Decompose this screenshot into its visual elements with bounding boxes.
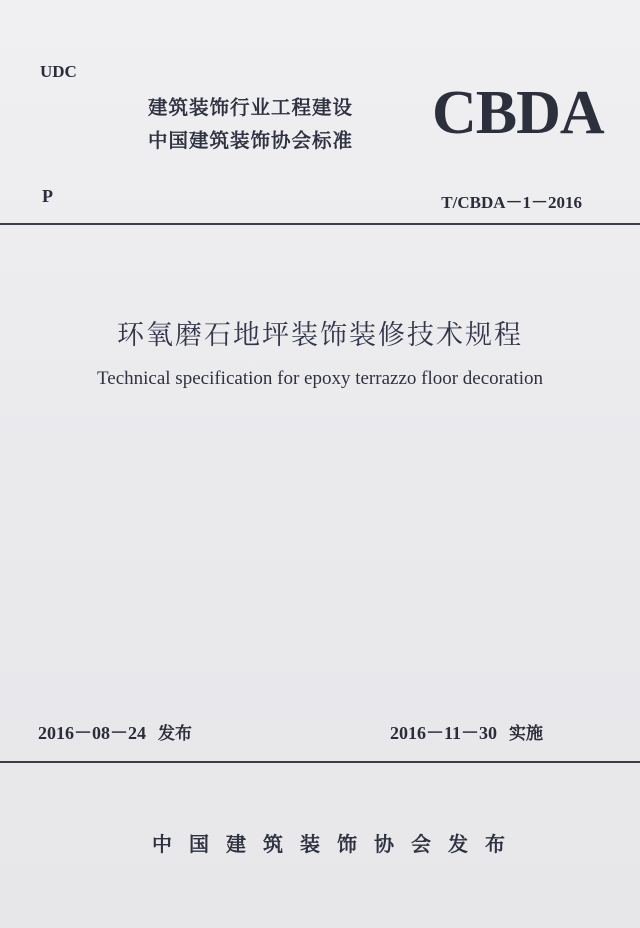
publish-date-block xyxy=(38,719,192,745)
org-line-1: 建筑装饰行业工程建设 xyxy=(148,96,354,119)
publisher-line: 中国建筑装饰协会发布 xyxy=(152,832,522,856)
classification-code: P xyxy=(42,186,53,206)
publish-date: 2016－08－24 xyxy=(38,723,146,743)
title-chinese: 环氧磨石地坪装饰装修技术规程 xyxy=(117,320,523,351)
implement-label: 实施 xyxy=(509,724,544,744)
cbda-logo: CBDA xyxy=(432,79,604,147)
standard-number: T/CBDA－1－2016 xyxy=(441,193,582,212)
bottom-divider xyxy=(0,761,640,763)
implement-date-block xyxy=(390,719,543,745)
publish-label: 发布 xyxy=(158,724,192,744)
org-line-2: 中国建筑装饰协会标准 xyxy=(148,129,354,152)
top-divider xyxy=(0,223,640,225)
implement-date: 2016－11－30 xyxy=(390,723,498,743)
title-english: Technical specification for epoxy terrazzo floor decoration xyxy=(96,368,543,389)
udc-label: UDC xyxy=(40,62,77,81)
